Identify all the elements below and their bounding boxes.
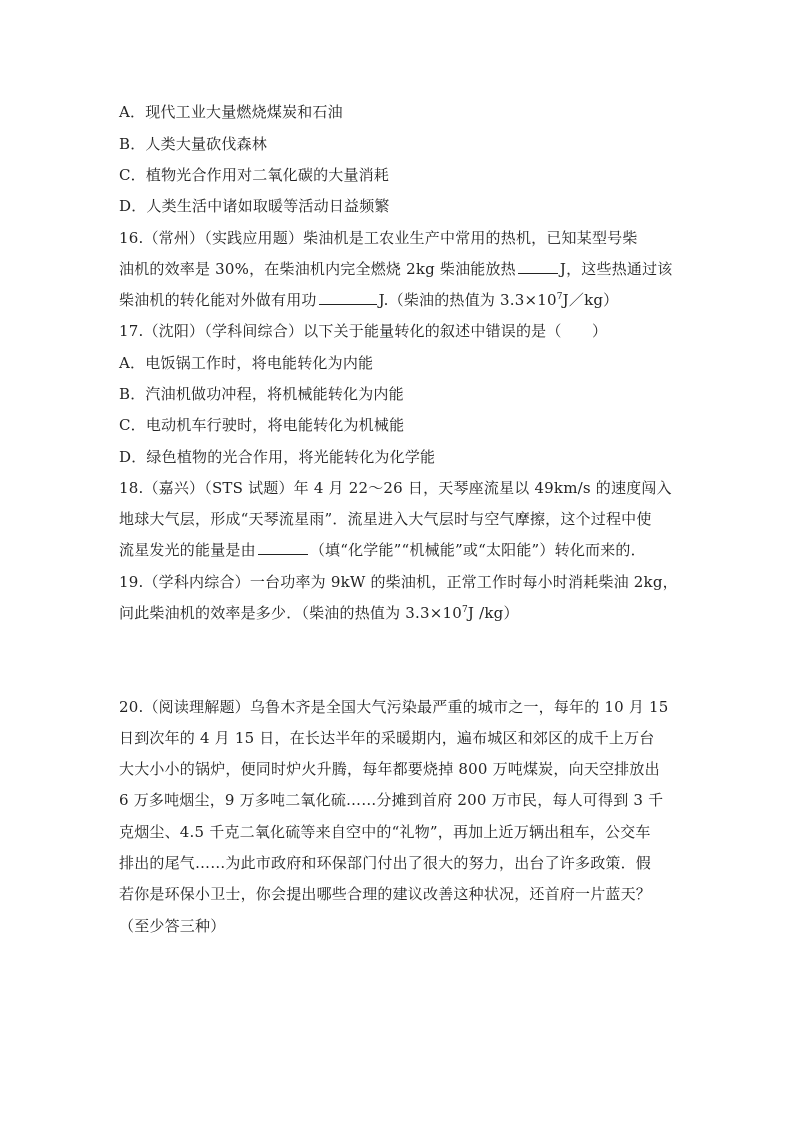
q15-option-c: C．植物光合作用对二氧化碳的大量消耗 [119,166,390,184]
q17-option-b: B．汽油机做功冲程，将机械能转化为内能 [119,385,404,403]
q20-line-1: 20.（阅读理解题）乌鲁木齐是全国大气污染最严重的城市之一，每年的 10 月 15 [119,698,669,716]
q16-line-2 [119,259,673,279]
q16-exponent: 7 [556,292,563,302]
q19-line-2 [119,603,519,623]
q19-line-1: 19.（学科内综合）一台功率为 9kW 的柴油机，正常工作时每小时消耗柴油 2kg， [119,573,678,591]
q19-line-2-text-a: 问此柴油机的效率是多少．（柴油的热值为 3.3×10 [119,604,462,622]
q17-option-c: C．电动机车行驶时，将电能转化为机械能 [119,416,405,434]
q16-line-3 [119,290,618,310]
q18-line-1: 18.（嘉兴）（STS 试题）年 4 月 22～26 日，天琴座流星以 49km/s 的速度闯入 [119,479,672,497]
q16-line-3-text-a: 柴油机的转化能对外做有用功 [119,291,317,309]
q15-option-d: D．人类生活中诸如取暖等活动日益频繁 [119,197,390,215]
q17-stem: 17.（沈阳）（学科间综合）以下关于能量转化的叙述中错误的是（ ） [119,322,608,340]
q18-answer-blank[interactable] [258,540,308,555]
q19-exponent: 7 [461,605,468,615]
q16-line-3-text-b: J.（柴油的热值为 3.3×10 [378,291,557,309]
q20-line-2: 日到次年的 4 月 15 日，在长达半年的采暖期内，遍布城区和郊区的成千上万台 [119,729,655,747]
q16-answer-blank-1[interactable] [518,259,558,274]
q15-option-b: B．人类大量砍伐森林 [119,135,268,153]
q18-line-3-text-a: 流星发光的能量是由 [119,541,256,559]
q18-line-2: 地球大气层，形成“天琴流星雨”．流星进入大气层时与空气摩擦，这个过程中使 [119,510,652,528]
q18-line-3-text-b: （填“化学能”“机械能”或“太阳能”）转化而来的． [309,541,646,559]
q18-line-3 [119,540,646,560]
q20-line-7: 若你是环保小卫士，你会提出哪些合理的建议改善这种状况，还首府一片蓝天？ [119,885,652,903]
q16-line-2-text-a: 油机的效率是 30%，在柴油机内完全燃烧 2kg 柴油能放热 [119,260,516,278]
q20-line-5: 克烟尘、4.5 千克二氧化硫等来自空中的“礼物”，再加上近万辆出租车，公交车 [119,823,651,841]
q16-answer-blank-2[interactable] [319,290,377,305]
q16-line-2-text-b: J，这些热通过该 [559,260,673,278]
q16-line-3-text-c: J／kg） [562,291,619,309]
q17-option-a: A．电饭锅工作时，将电能转化为内能 [119,354,374,372]
q19-line-2-text-b: J /kg） [467,604,519,622]
q16-line-1: 16.（常州）（实践应用题）柴油机是工农业生产中常用的热机，已知某型号柴 [119,229,638,247]
q15-option-a: A．现代工业大量燃烧煤炭和石油 [119,103,343,121]
q20-line-3: 大大小小的锅炉，便同时炉火升腾，每年都要烧掉 800 万吨煤炭，向天空排放出 [119,760,660,778]
q20-line-4: 6 万多吨烟尘，9 万多吨二氧化硫……分摊到首府 200 万市民，每人可得到 3 千 [119,791,664,809]
q20-line-6: 排出的尾气……为此市政府和环保部门付出了很大的努力，出台了许多政策．假 [119,854,652,872]
q17-option-d: D．绿色植物的光合作用，将光能转化为化学能 [119,448,436,466]
q20-line-8: （至少答三种） [119,917,226,935]
